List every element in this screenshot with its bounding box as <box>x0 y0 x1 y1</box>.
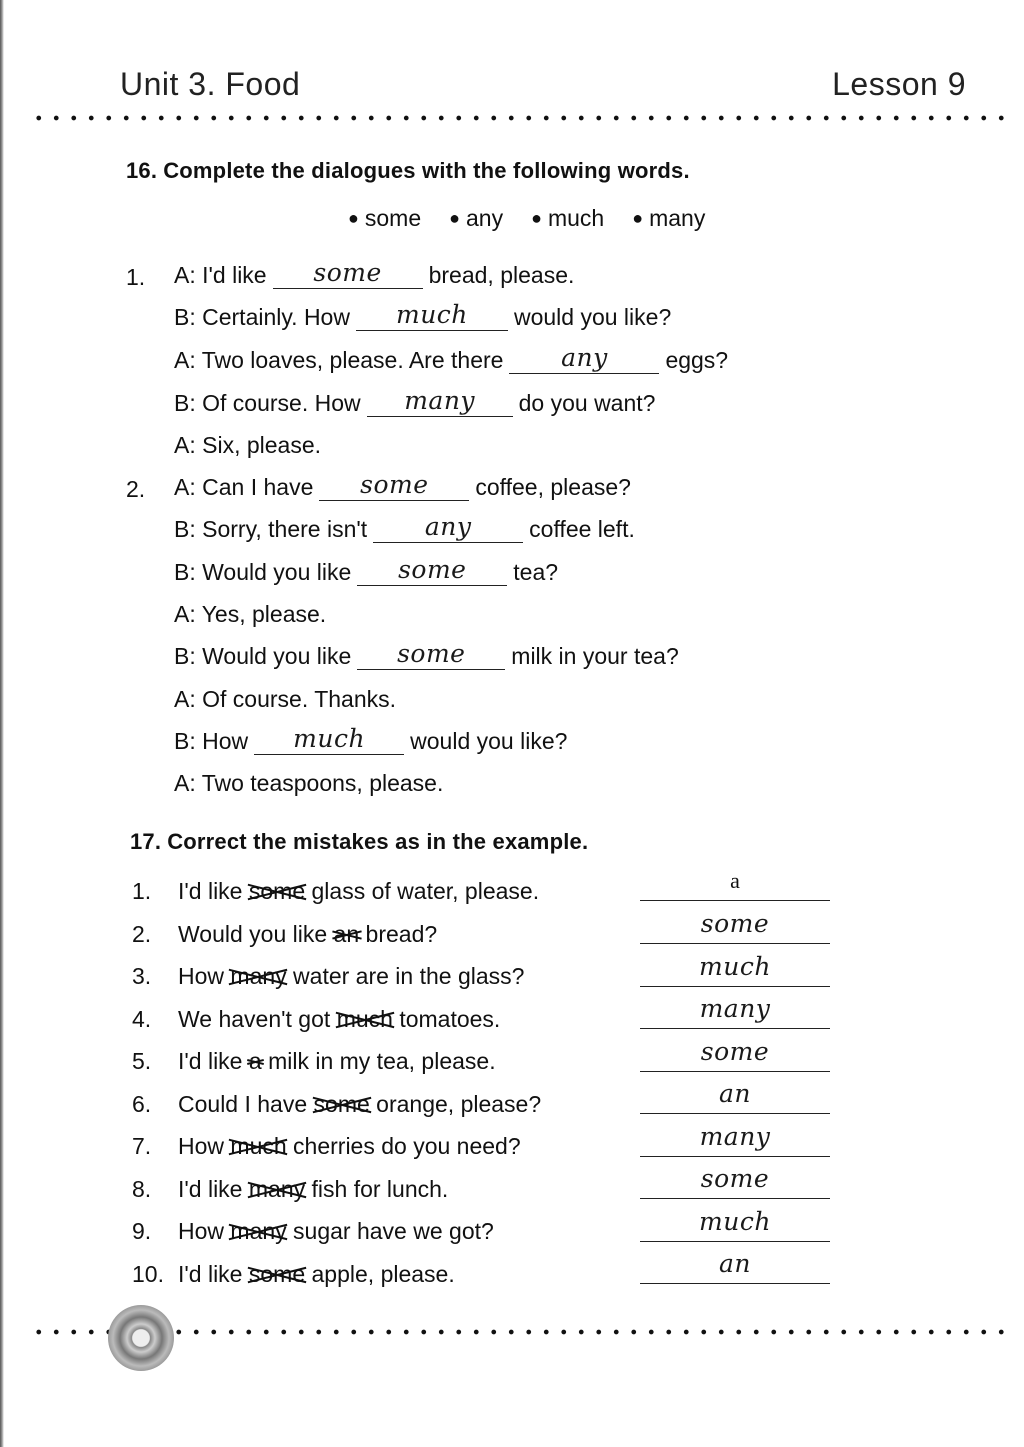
crossed-out-word: an <box>333 921 360 947</box>
answer-blank[interactable] <box>357 639 505 670</box>
word-bank-item <box>632 205 705 232</box>
sentence-text: I'd like <box>178 1048 243 1074</box>
dialogue-line <box>174 726 567 756</box>
sentence-text: fish for lunch. <box>311 1176 449 1202</box>
crossed-out-word: a <box>248 1048 262 1074</box>
dialogue-line <box>174 557 558 587</box>
dialogue-line <box>174 514 635 544</box>
crossed-out-word: many <box>230 1218 287 1244</box>
sentence-text: cherries do you need? <box>293 1133 521 1159</box>
handwritten-answer: an <box>718 1079 751 1108</box>
item-number: 8. <box>132 1176 152 1202</box>
sentence-text: Would you like <box>178 921 328 947</box>
sentence-text: apple, please. <box>311 1261 455 1287</box>
item-number: 3. <box>132 963 152 989</box>
crossed-out-word: many <box>248 1176 306 1202</box>
exercise-17-instruction: Correct the mistakes as in the example. <box>167 829 589 854</box>
handwritten-answer: any <box>424 512 472 541</box>
dialogue-line <box>174 641 679 671</box>
answer-blank[interactable] <box>509 343 659 374</box>
dialogue-number: 1. <box>126 264 146 290</box>
sentence <box>178 1216 494 1246</box>
dialogue-number: 2. <box>126 476 146 502</box>
sentence-text: Could I have <box>178 1091 308 1117</box>
handwritten-answer: some <box>398 555 467 584</box>
sentence-text: How <box>178 1218 225 1244</box>
line-text: tea? <box>513 559 559 585</box>
line-text: bread, please. <box>428 262 575 288</box>
sentence-text: orange, please? <box>376 1091 542 1117</box>
handwritten-answer: much <box>396 300 468 329</box>
word-some: some <box>364 205 422 231</box>
item-number: 7. <box>132 1133 152 1159</box>
sentence-text: water are in the glass? <box>293 963 525 989</box>
sentence-text: tomatoes. <box>399 1006 501 1032</box>
answer-field[interactable] <box>640 909 830 944</box>
line-text: B: Of course. How <box>174 390 361 416</box>
sentence <box>178 919 437 949</box>
handwritten-answer: some <box>700 1164 770 1193</box>
dialogue-line: A: Two teaspoons, please. <box>174 770 444 796</box>
sentence <box>178 961 524 991</box>
answer-blank[interactable] <box>357 555 507 586</box>
line-text: B: How <box>174 728 249 754</box>
sentence-text: I'd like <box>178 1176 243 1202</box>
handwritten-answer: some <box>313 258 382 287</box>
item-number: 10. <box>132 1261 164 1287</box>
line-text: B: Would you like <box>174 643 352 669</box>
lesson-title: Lesson 9 <box>832 66 966 102</box>
sentence-text: I'd like <box>178 878 243 904</box>
dialogue-line: A: Six, please. <box>174 432 322 458</box>
sentence <box>178 1004 500 1034</box>
sentence <box>178 1259 455 1289</box>
answer-field[interactable] <box>640 1164 830 1199</box>
bullet-icon: ● <box>348 208 359 228</box>
handwritten-answer: some <box>700 909 770 938</box>
line-text: A: I'd like <box>174 262 267 288</box>
word-much: much <box>547 205 605 231</box>
exercise-17-number: 17. <box>130 829 162 854</box>
handwritten-answer: much <box>699 1207 771 1236</box>
answer-field[interactable] <box>640 1249 830 1284</box>
line-text: A: Can I have <box>174 474 314 500</box>
answer-blank[interactable] <box>367 386 513 417</box>
answer-field[interactable] <box>640 994 830 1029</box>
sentence <box>178 1131 521 1161</box>
dialogue-line <box>174 472 631 502</box>
dialogue-line <box>174 260 574 290</box>
handwritten-answer: some <box>700 1037 770 1066</box>
exercise-17-title <box>130 829 588 855</box>
word-any: any <box>466 205 504 231</box>
bottom-dotted-divider <box>30 1328 1010 1336</box>
bullet-icon: ● <box>632 208 644 228</box>
answer-blank[interactable] <box>373 512 523 543</box>
handwritten-answer: an <box>718 1249 751 1278</box>
exercise-16-instruction: Complete the dialogues with the following words. <box>163 158 690 183</box>
crossed-out-word: some <box>248 878 306 904</box>
exercise-16-title <box>126 158 690 184</box>
answer-field[interactable] <box>640 1079 830 1114</box>
item-number: 4. <box>132 1006 152 1032</box>
bullet-icon: ● <box>449 208 460 228</box>
answer-field[interactable] <box>640 868 830 901</box>
handwritten-answer: some <box>397 639 466 668</box>
answer-field[interactable] <box>640 1122 830 1157</box>
sentence <box>178 1174 448 1204</box>
answer-field[interactable] <box>640 1207 830 1242</box>
dialogue-line: A: Yes, please. <box>174 601 327 627</box>
sentence-text: I'd like <box>178 1261 243 1287</box>
item-number: 9. <box>132 1218 152 1244</box>
line-text: do you want? <box>518 390 656 416</box>
sentence-text: milk in my tea, please. <box>268 1048 496 1074</box>
line-text: would you like? <box>513 304 672 330</box>
answer-field[interactable] <box>640 952 830 987</box>
sentence <box>178 1046 496 1076</box>
word-bank-item <box>449 205 503 232</box>
word-many: many <box>649 205 706 231</box>
sentence <box>178 876 539 906</box>
line-text: eggs? <box>665 347 729 373</box>
crossed-out-word: much <box>230 1133 287 1159</box>
item-number: 6. <box>132 1091 152 1117</box>
dialogue-line: A: Of course. Thanks. <box>174 686 397 712</box>
sentence-text: How <box>178 1133 225 1159</box>
handwritten-answer: many <box>699 1122 771 1151</box>
answer-field[interactable] <box>640 1037 830 1072</box>
dialogue-line <box>174 345 728 375</box>
line-text: milk in your tea? <box>511 643 679 669</box>
crossed-out-word: much <box>336 1006 393 1032</box>
dialogue-line <box>174 302 671 332</box>
answer-blank[interactable] <box>273 258 423 289</box>
line-text: A: Two loaves, please. Are there <box>174 347 504 373</box>
line-text: B: Sorry, there isn't <box>174 516 368 542</box>
item-number: 1. <box>132 878 152 904</box>
sentence-text: sugar have we got? <box>293 1218 494 1244</box>
sentence-text: We haven't got <box>178 1006 331 1032</box>
word-bank <box>348 205 705 232</box>
handwritten-answer: much <box>293 724 366 753</box>
handwritten-answer: many <box>699 994 771 1023</box>
answer-blank[interactable] <box>254 724 404 755</box>
item-number: 2. <box>132 921 152 947</box>
crossed-out-word: many <box>230 963 287 989</box>
line-text: coffee, please? <box>475 474 631 500</box>
crossed-out-word: some <box>248 1261 306 1287</box>
sentence-text: How <box>178 963 225 989</box>
word-bank-item <box>348 205 421 232</box>
exercise-16-number: 16. <box>126 158 158 183</box>
page-edge <box>0 0 4 1447</box>
sentence-text: bread? <box>365 921 438 947</box>
dialogue-line <box>174 388 655 418</box>
top-dotted-divider <box>30 114 1010 122</box>
handwritten-answer: much <box>699 952 771 981</box>
handwritten-answer: any <box>561 343 608 372</box>
page-number-badge-icon <box>108 1305 174 1371</box>
sentence <box>178 1089 541 1119</box>
example-answer: a <box>730 868 740 893</box>
line-text: coffee left. <box>529 516 635 542</box>
word-bank-item <box>531 205 604 232</box>
crossed-out-word: some <box>313 1091 370 1117</box>
handwritten-answer: many <box>404 386 476 415</box>
line-text: would you like? <box>410 728 568 754</box>
line-text: B: Would you like <box>174 559 352 585</box>
bullet-icon: ● <box>531 208 542 228</box>
line-text: B: Certainly. How <box>174 304 350 330</box>
handwritten-answer: some <box>360 470 429 499</box>
answer-blank[interactable] <box>319 470 469 501</box>
answer-blank[interactable] <box>356 300 508 331</box>
item-number: 5. <box>132 1048 152 1074</box>
unit-title: Unit 3. Food <box>120 66 301 102</box>
sentence-text: glass of water, please. <box>311 878 540 904</box>
